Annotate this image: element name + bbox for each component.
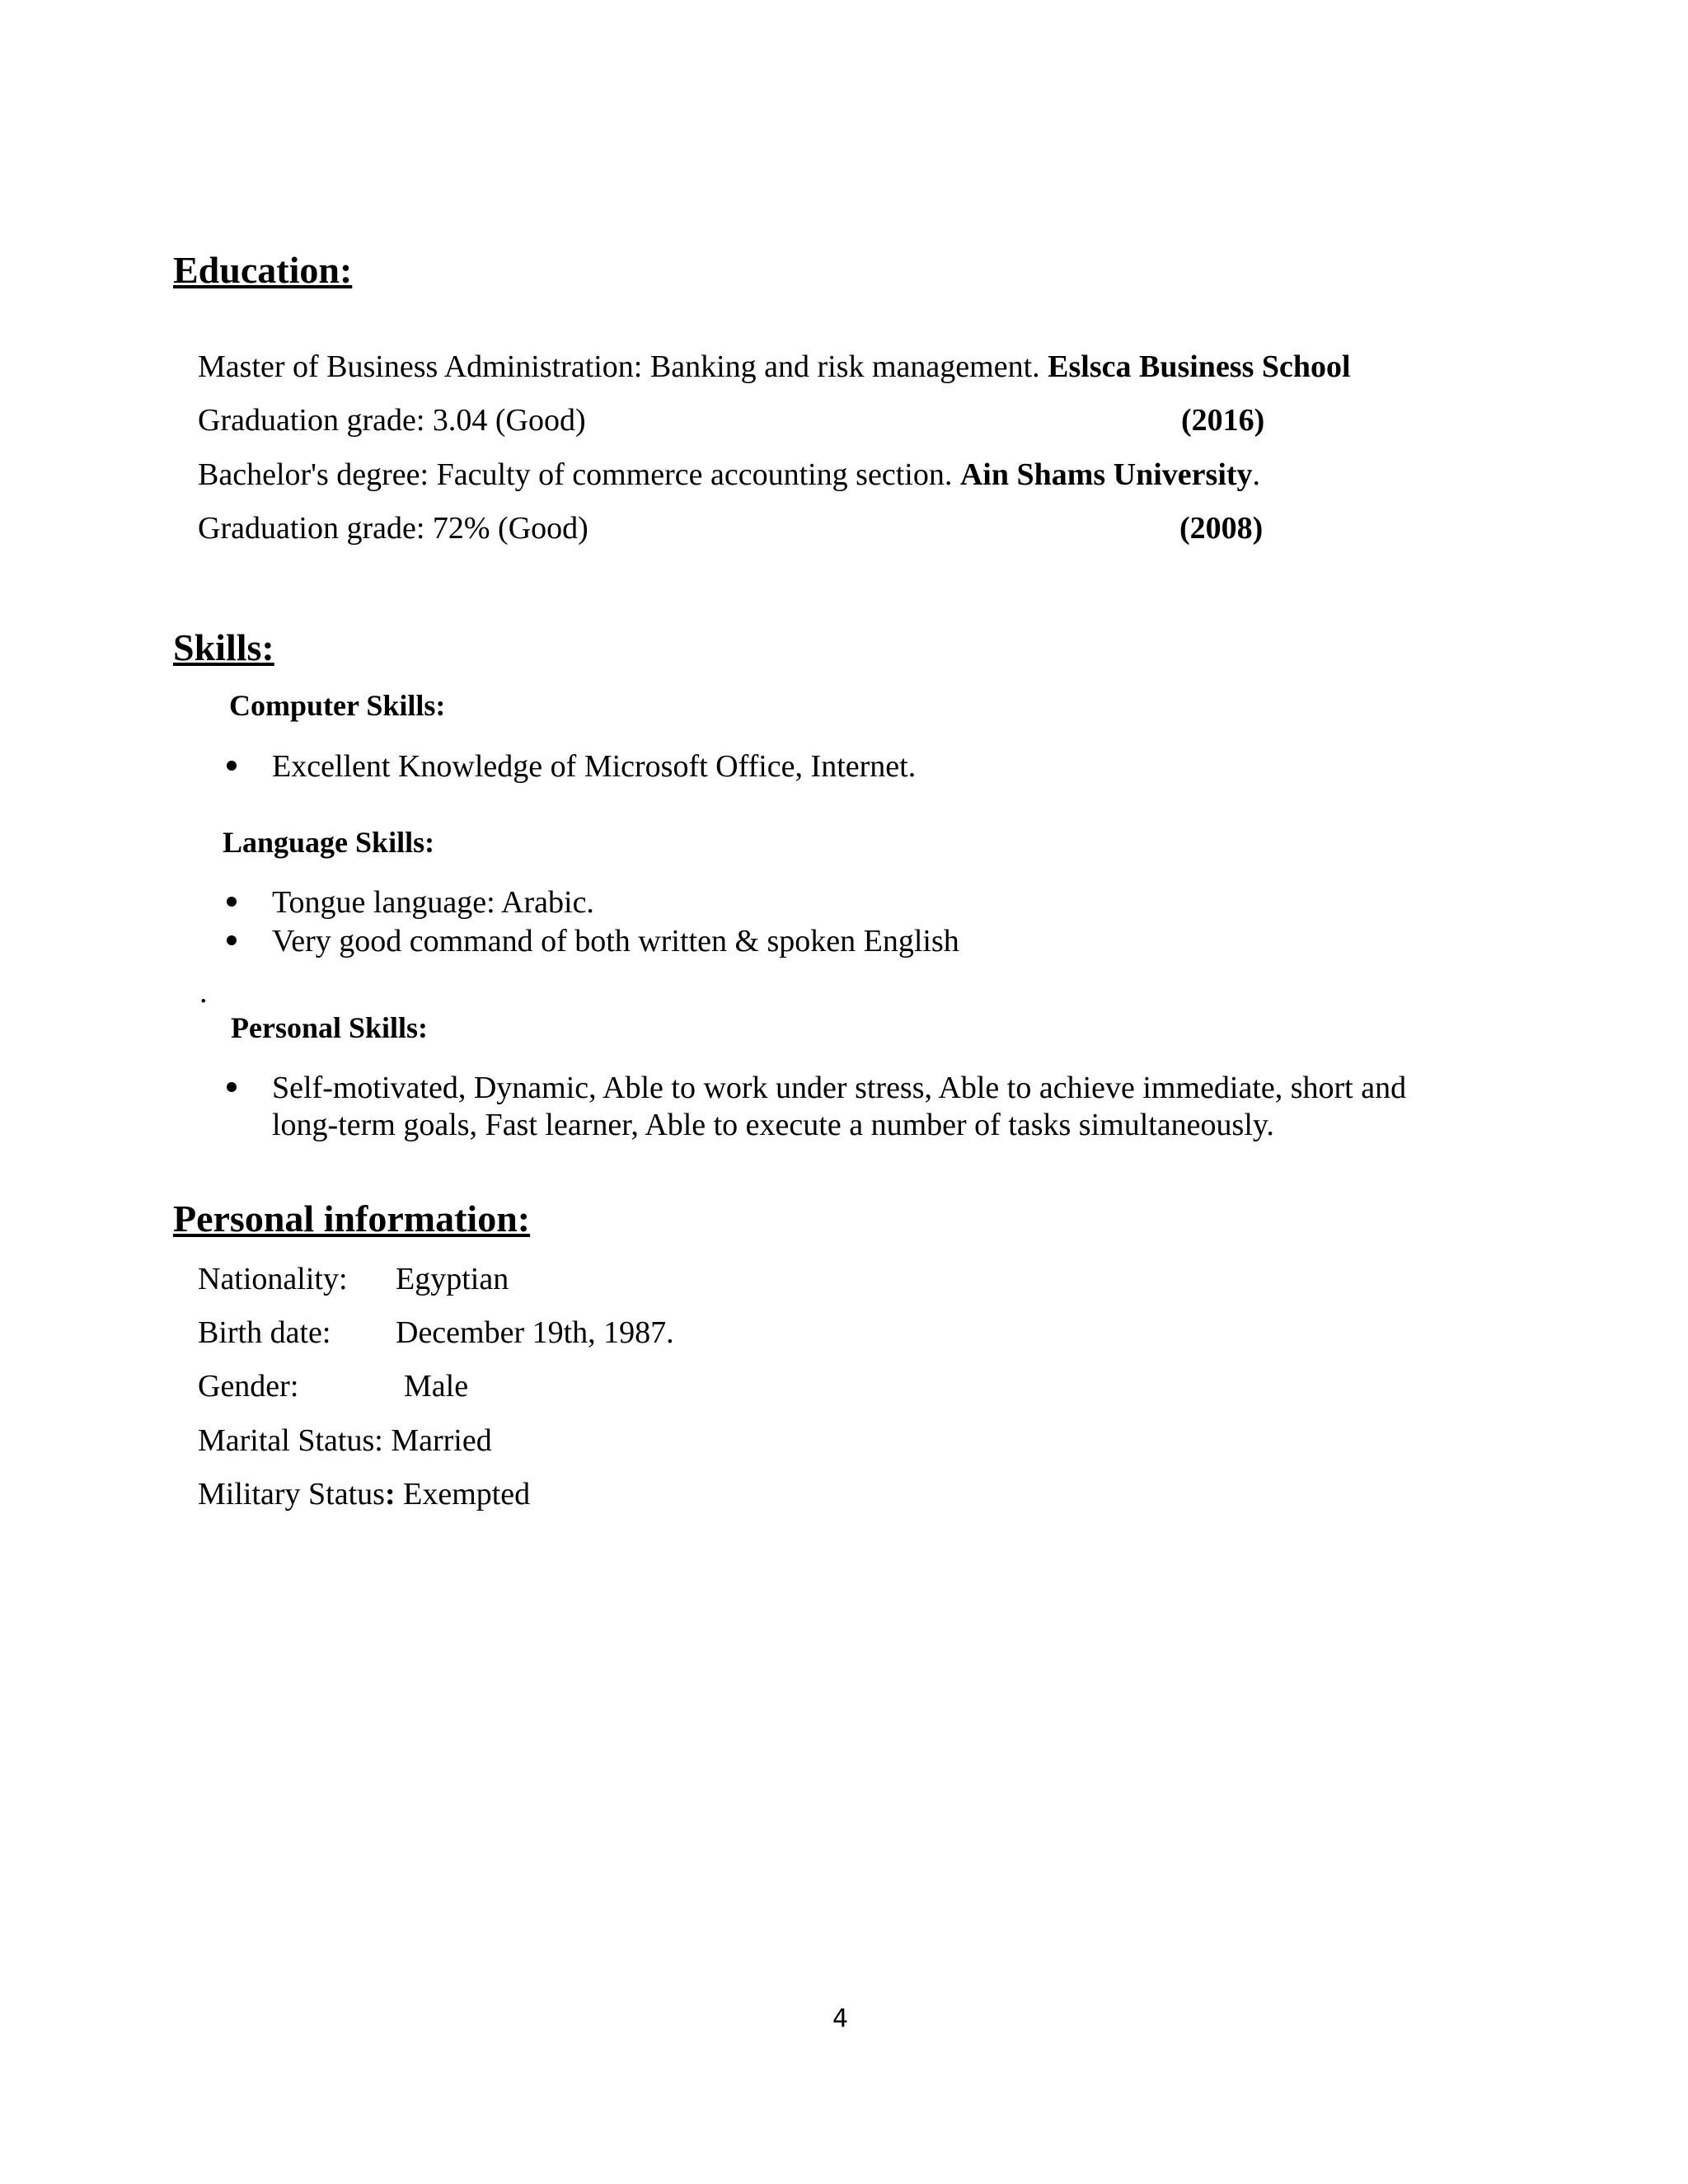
marital-status-value: Married [391, 1423, 492, 1458]
personal-skill-line-1: Self-motivated, Dynamic, Able to work under stress, Able to achieve immediate, short and [272, 1071, 1407, 1105]
bachelor-year: (2008) [1179, 511, 1264, 546]
bullet-icon [227, 897, 237, 907]
bachelor-line [198, 459, 1260, 490]
marital-status-row [198, 1425, 492, 1456]
birth-date-label: Birth date: [198, 1315, 331, 1350]
gender-value: Male [404, 1369, 469, 1404]
bachelor-school: Ain Shams University [959, 457, 1253, 492]
skills-heading: Skills: [173, 626, 274, 668]
military-status-value: Exempted [403, 1477, 531, 1511]
education-heading: Education: [173, 249, 353, 291]
military-status-label: Military Status [198, 1477, 385, 1511]
mba-year: (2016) [1181, 403, 1265, 438]
nationality-value: Egyptian [396, 1262, 509, 1296]
page-number: 4 [832, 2004, 849, 2033]
language-skill-item: Tongue language: Arabic. [272, 885, 594, 920]
computer-skill-item: Excellent Knowledge of Microsoft Office, Internet. [272, 749, 917, 784]
birth-date-value: December 19th, 1987. [396, 1315, 674, 1350]
bachelor-degree: Bachelor's degree: Faculty of commerce accounting section. [198, 457, 953, 492]
mba-degree: Master of Business Administration: Banking and risk management. [198, 349, 1040, 384]
bachelor-suffix: . [1252, 457, 1261, 492]
mba-school: Eslsca Business School [1048, 349, 1351, 384]
nationality-label: Nationality: [198, 1262, 348, 1296]
mba-grade: Graduation grade: 3.04 (Good) [198, 403, 586, 438]
military-status-colon: : [384, 1477, 396, 1511]
bullet-icon [227, 1082, 237, 1092]
personal-skills-title: Personal Skills: [231, 1011, 429, 1044]
stray-dot: . [199, 975, 208, 1010]
language-skills-title: Language Skills: [223, 826, 435, 859]
bullet-icon [227, 935, 237, 945]
mba-line [198, 351, 1351, 382]
language-skill-item: Very good command of both written & spoken English [272, 924, 959, 958]
bullet-icon [227, 761, 237, 771]
computer-skills-title: Computer Skills: [229, 689, 446, 722]
military-status-row [198, 1479, 530, 1510]
personal-info-heading: Personal information: [173, 1197, 531, 1240]
personal-skill-line-2: long-term goals, Fast learner, Able to execute a number of tasks simultaneously. [272, 1108, 1274, 1142]
gender-label: Gender: [198, 1369, 299, 1404]
bachelor-grade: Graduation grade: 72% (Good) [198, 511, 588, 546]
marital-status-label: Marital Status: [198, 1423, 383, 1458]
